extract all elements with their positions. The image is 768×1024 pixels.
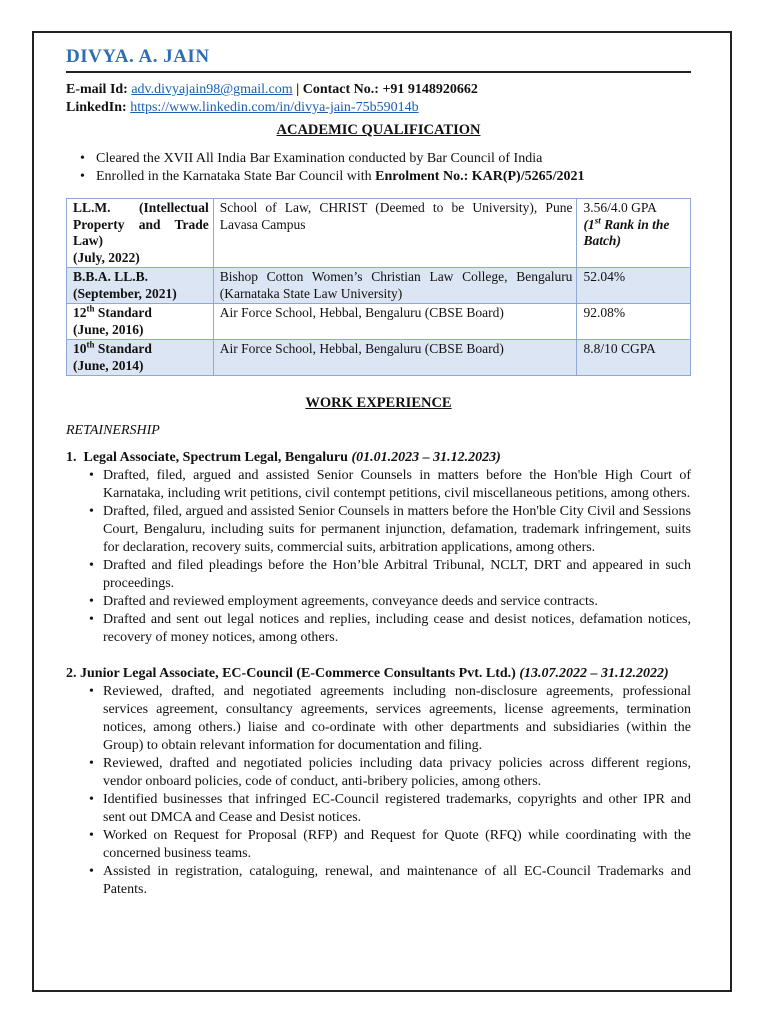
academic-bullet: • Cleared the XVII All India Bar Examination conducted by Bar Council of India [82, 150, 691, 168]
candidate-name: DIVYA. A. JAIN [66, 45, 691, 73]
duty-item: • Drafted, filed, argued and assisted Senior Counsels in matters before the Hon'ble High Court of Karnataka, including writ petitions, civil contempt petitions, civil miscellaneous petitions, among others. [103, 467, 691, 503]
institution-cell: Air Force School, Hebbal, Bengaluru (CBSE Board) [213, 304, 577, 340]
institution-cell: Air Force School, Hebbal, Bengaluru (CBSE Board) [213, 340, 577, 376]
degree-cell: LL.M. (Intellectual Property and Trade Law) (July, 2022) [67, 199, 214, 268]
retainership-subheading: RETAINERSHIP [66, 423, 160, 438]
resume-page [32, 31, 732, 992]
contact-separator: | [296, 82, 300, 97]
job-entry [66, 665, 691, 899]
duty-item: • Worked on Request for Proposal (RFP) and Request for Quote (RFQ) while coordinating with the concerned business teams. [103, 827, 691, 863]
job-title: 2. Junior Legal Associate, EC-Council (E-Commerce Consultants Pvt. Ltd.) (13.07.2022 – 31.12.2022) [66, 666, 669, 681]
degree-cell: 10th Standard (June, 2014) [67, 340, 214, 376]
email-contact-line [66, 81, 691, 99]
job-entry [66, 449, 691, 647]
score-cell: 3.56/4.0 GPA (1st Rank in the Batch) [577, 199, 691, 268]
degree-cell: B.B.A. LL.B. (September, 2021) [67, 268, 214, 304]
linkedin-line [66, 99, 691, 117]
score-cell: 8.8/10 CGPA [577, 340, 691, 376]
contact-number: +91 9148920662 [382, 82, 478, 97]
education-row [67, 268, 691, 304]
education-table [66, 198, 691, 376]
work-section-title: WORK EXPERIENCE [305, 395, 452, 411]
institution-cell: School of Law, CHRIST (Deemed to be University), Pune Lavasa Campus [213, 199, 577, 268]
email-link[interactable]: adv.divyajain98@gmail.com [131, 82, 293, 97]
duty-item: • Drafted and sent out legal notices and replies, including cease and desist notices, defamation notices, recovery of money notices, among others. [103, 611, 691, 647]
academic-bullet: • Enrolled in the Karnataka State Bar Council with Enrolment No.: KAR(P)/5265/2021 [82, 168, 691, 186]
score-cell: 52.04% [577, 268, 691, 304]
education-row [67, 304, 691, 340]
job-duties [66, 683, 691, 899]
duty-item: • Reviewed, drafted, and negotiated agreements including non-disclosure agreements, professional services agreement, consultancy agreements, services agreements, license agreements, termination notices, among others.) liaise and co-ordinate with other departments and subsidiaries (within the Group) to obtain relevant information for documentation and filing. [103, 683, 691, 755]
duty-item: • Drafted and filed pleadings before the Hon’ble Arbitral Tribunal, NCLT, DRT and appeared in such proceedings. [103, 557, 691, 593]
job-title: 1. Legal Associate, Spectrum Legal, Bengaluru (01.01.2023 – 31.12.2023) [66, 450, 501, 465]
duty-item: • Drafted and reviewed employment agreements, conveyance deeds and service contracts. [103, 593, 691, 611]
duty-item: • Identified businesses that infringed EC-Council registered trademarks, copyrights and other IPR and sent out DMCA and Cease and Desist notices. [103, 791, 691, 827]
duty-item: • Drafted, filed, argued and assisted Senior Counsels in matters before the Hon'ble City Civil and Sessions Court, Bengaluru, including suits for permanent injunction, defamation, trademark infringement, suits for declaration, recovery suits, commercial suits, arbitration applications, among others. [103, 503, 691, 557]
resume-content [66, 45, 691, 899]
education-row [67, 199, 691, 268]
contact-label: Contact No.: [302, 82, 379, 97]
academic-bullets [66, 150, 691, 186]
duty-item: • Reviewed, drafted and negotiated policies including data privacy policies across different regions, vendor onboard policies, code of conduct, anti-bribery policies, among others. [103, 755, 691, 791]
linkedin-label: LinkedIn: [66, 100, 127, 115]
education-row [67, 340, 691, 376]
degree-cell: 12th Standard (June, 2016) [67, 304, 214, 340]
duty-item: • Assisted in registration, cataloguing, renewal, and maintenance of all EC-Council Trademarks and Patents. [103, 863, 691, 899]
job-duties [66, 467, 691, 647]
enrolment-number: Enrolment No.: KAR(P)/5265/2021 [375, 169, 585, 184]
contact-block [66, 81, 691, 117]
institution-cell: Bishop Cotton Women’s Christian Law College, Bengaluru (Karnataka State Law University) [213, 268, 577, 304]
linkedin-link[interactable]: https://www.linkedin.com/in/divya-jain-75b59014b [130, 100, 419, 115]
email-label: E-mail Id: [66, 82, 128, 97]
academic-section-title: ACADEMIC QUALIFICATION [276, 122, 481, 138]
score-cell: 92.08% [577, 304, 691, 340]
